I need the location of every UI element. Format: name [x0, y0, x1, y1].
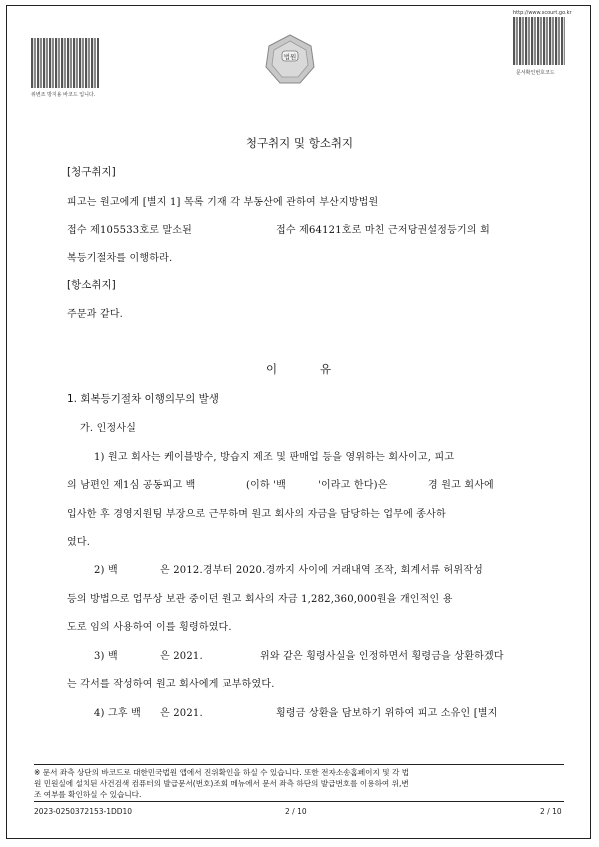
- section-title: 청구취지 및 항소취지: [245, 136, 354, 150]
- authenticity-notice: [34, 764, 564, 802]
- paragraph-line: 는 각서를 작성하여 원고 회사에게 교부하였다.: [67, 679, 275, 690]
- paragraph-line: (이하 '백: [246, 480, 287, 491]
- paragraph-line: 경 원고 회사에: [428, 480, 494, 491]
- verification-barcode: [31, 38, 99, 88]
- claim-heading: [청구취지]: [67, 166, 116, 178]
- appeal-heading: [항소취지]: [67, 279, 116, 291]
- notice-line: 조 여부를 확인하실 수 있습니다.: [34, 790, 142, 799]
- paragraph-line: 2) 백: [94, 565, 118, 576]
- paragraph-line: 등의 방법으로 업무상 보관 중이던 원고 회사의 자금 1,282,360,000원을 개인적인 용: [67, 594, 453, 605]
- paragraph-line: '이라고 한다)은: [318, 480, 388, 491]
- claim-line: 피고는 원고에게 [별지 1] 목록 기재 각 부동산에 관하여 부산지방법원: [67, 197, 379, 208]
- reason-title: 유: [320, 362, 332, 376]
- paragraph-line: 3) 백: [94, 651, 118, 662]
- paragraph-line: 횡령금 상환을 담보하기 위하여 피고 소유인 [별지: [276, 708, 498, 719]
- page-number: 2 / 10: [285, 807, 307, 816]
- paragraph-line: 4) 그후 백: [94, 708, 142, 719]
- section1-heading: 1. 회복등기절차 이행의무의 발생: [67, 393, 219, 405]
- claim-line: 접수 제64121호로 마친 근저당권설정등기의 회: [276, 225, 490, 236]
- paragraph-line: 였다.: [67, 537, 91, 548]
- left-barcode-caption: 위변조 방지용 바코드 입니다.: [31, 92, 96, 98]
- notice-line: 원 민원실에 설치된 사건검색 컴퓨터의 발급문서(번호)조회 메뉴에서 문서 좌측 하단의 발급번호를 이용하여 위,변: [34, 779, 409, 788]
- document-code-barcode: [513, 17, 565, 65]
- paragraph-line: 은 2012.경부터 2020.경까지 사이에 거래내역 조작, 회계서류 허위작성: [160, 565, 483, 576]
- claim-line: 접수 제105533호로 말소된: [67, 225, 193, 236]
- page-number-right: 2 / 10: [540, 807, 562, 816]
- reason-title: 이: [266, 362, 278, 376]
- appeal-text: 주문과 같다.: [67, 309, 124, 320]
- paragraph-line: 은 2021.: [160, 708, 203, 719]
- paragraph-line: 의 남편인 제1심 공동피고 백: [67, 480, 196, 491]
- notice-line: ※ 문서 좌측 상단의 바코드로 대한민국법원 앱에서 진위확인을 하실 수 있습니다. 또한 전자소송홈페이지 및 각 법: [34, 768, 410, 777]
- issue-number: 2023-0250372153-1DD10: [34, 807, 133, 816]
- paragraph-line: 입사한 후 경영지원팀 부장으로 근무하며 원고 회사의 자금을 담당하는 업무에 종사하: [67, 509, 446, 520]
- paragraph-line: 도로 임의 사용하여 이를 횡령하였다.: [67, 622, 232, 633]
- paragraph-line: 은 2021.: [160, 651, 203, 662]
- emblem-text: 법원: [283, 53, 297, 61]
- claim-line: 복등기절차를 이행하라.: [67, 253, 173, 264]
- paragraph-line: 1) 원고 회사는 케이블방수, 방습지 제조 및 판매업 등을 영위하는 회사이고, 피고: [94, 452, 455, 463]
- scourt-url: http://www.scourt.go.kr: [513, 10, 572, 16]
- paragraph-line: 위와 같은 횡령사실을 인정하면서 횡령금을 상환하겠다: [260, 651, 504, 662]
- court-emblem-icon: [264, 33, 316, 85]
- right-barcode-caption: 문서확인번호코드: [516, 70, 555, 76]
- sub-heading: 가. 인정사실: [80, 423, 137, 434]
